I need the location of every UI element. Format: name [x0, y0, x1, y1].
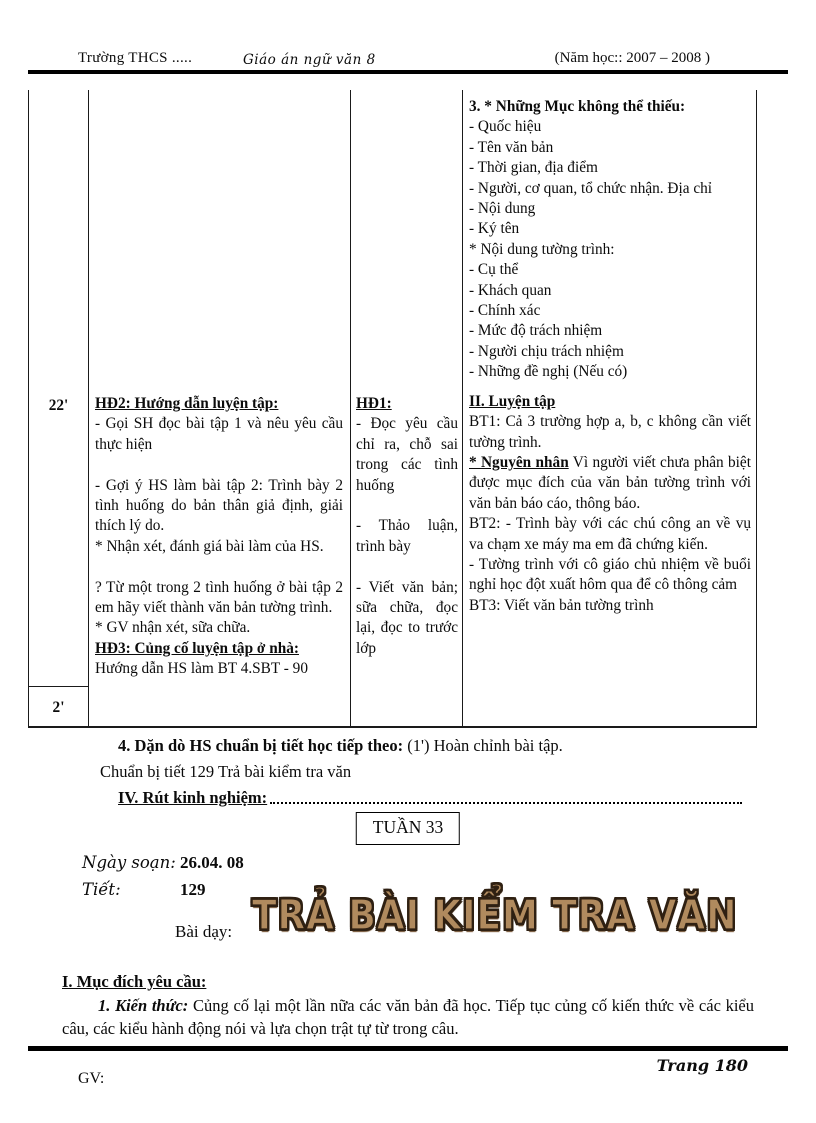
- muc-dich-heading: I. Mục đích yêu cầu:: [62, 972, 207, 991]
- content-item: - Quốc hiệu: [469, 118, 542, 136]
- content-item: - Người chịu trách nhiệm: [469, 342, 624, 360]
- content-item: - Chính xác: [469, 302, 541, 320]
- hs-paragraph: - Thảo luận, trình bày: [356, 517, 458, 555]
- school-name: Trường THCS .....: [78, 50, 193, 66]
- dotted-leader: [270, 790, 742, 804]
- content-item: - Khách quan: [469, 281, 552, 299]
- student-activities-column: [350, 90, 462, 726]
- rut-kinh-nghiem-label: IV. Rút kinh nghiệm:: [118, 788, 268, 807]
- content-item: - Những đề nghị (Nếu có): [469, 363, 628, 381]
- ngay-soan-value: 26.04. 08: [180, 853, 244, 872]
- dan-do-line: [118, 736, 563, 756]
- content-subheading: * Nội dung tường trình:: [469, 240, 615, 258]
- gv-paragraph: * GV nhận xét, sữa chữa.: [95, 619, 251, 637]
- content-item: - Mức độ trách nhiệm: [469, 322, 603, 340]
- tiet-value: 129: [180, 880, 206, 899]
- bt3-paragraph: BT3: Viết văn bản tường trình: [469, 596, 654, 614]
- bt2b-paragraph: - Tường trình với cô giáo chủ nhiệm về buổi nghỉ học đột xuất hôm qua để cô thông cảm: [469, 555, 751, 594]
- hd3-heading: HĐ3: Củng cố luyện tập ở nhà:: [95, 639, 299, 657]
- chuan-bi-line: Chuẩn bị tiết 129 Trả bài kiểm tra văn: [100, 762, 352, 781]
- gv-paragraph: - Gợi ý HS làm bài tập 2: Trình bày 2 tình huống do bản thân giả định, giải thích lý do.: [95, 476, 343, 535]
- content-heading: 3. * Những Mục không thể thiếu:: [469, 98, 686, 115]
- gv-label: GV:: [78, 1070, 105, 1087]
- content-item: - Người, cơ quan, tổ chức nhận. Địa chỉ: [469, 179, 713, 197]
- wordart-title: TRẢ BÀI KIỂM TRA VĂN: [252, 891, 738, 939]
- week-box: TUẦN 33: [356, 812, 460, 845]
- content-item: - Ký tên: [469, 220, 520, 238]
- cause-label: * Nguyên nhân: [469, 453, 569, 471]
- header-rule: [28, 70, 788, 74]
- footer-rule: [28, 1046, 788, 1051]
- bt1-paragraph: BT1: Cả 3 trường hợp a, b, c không cần viết tường trình.: [469, 413, 751, 451]
- lesson-plan-table: [28, 90, 757, 728]
- gv-paragraph: * Nhận xét, đánh giá bài làm của HS.: [95, 537, 324, 555]
- time-value-2: 2': [52, 699, 65, 716]
- gv-paragraph: - Gọi SH đọc bài tập 1 và nêu yêu cầu thực hiện: [95, 415, 343, 453]
- cause-text: Vì người viết chưa phân biệt được mục đích của văn bản tường trình với văn bản báo cáo, thông báo.: [469, 453, 751, 512]
- time-column: [28, 90, 88, 726]
- school-year: (Năm học:: 2007 – 2008 ): [554, 50, 710, 66]
- kien-thuc-paragraph: [62, 994, 754, 1040]
- content-item: - Cụ thể: [469, 261, 519, 279]
- document-title: Giáo án ngữ văn 8: [243, 52, 376, 68]
- rut-kinh-nghiem-line: [118, 788, 742, 808]
- bt2-paragraph: BT2: - Trình bày với các chú công an về vụ va chạm xe máy ma em đã chứng kiến.: [469, 515, 751, 553]
- content-item: - Nội dung: [469, 200, 536, 218]
- gv-paragraph: ? Từ một trong 2 tình huống ở bài tập 2 em hãy viết thành văn bản tường trình.: [95, 578, 343, 617]
- time-row-divider: [29, 686, 88, 687]
- lesson-content-column: [462, 90, 757, 726]
- tiet-label: Tiết:: [82, 880, 121, 899]
- ngay-soan-label: Ngày soạn:: [82, 853, 176, 872]
- luyen-tap-heading: II. Luyện tập: [469, 392, 556, 410]
- hd2-heading: HĐ2: Hướng dẫn luyện tập:: [95, 395, 279, 412]
- gv-paragraph: Hướng dẫn HS làm BT 4.SBT - 90: [95, 660, 308, 678]
- bai-day-label: Bài dạy:: [175, 922, 233, 941]
- hd1-heading: HĐ1:: [356, 395, 392, 412]
- page-number: Trang 180: [656, 1056, 748, 1075]
- teacher-activities-column: [88, 90, 350, 726]
- kien-thuc-text: Củng cố lại một lần nữa các văn bản đã học. Tiếp tục củng cố kiến thức về các kiểu câu, các kiểu hành động nói và lựa chọn trật tự từ trong câu.: [62, 996, 754, 1038]
- hs-paragraph: - Đọc yêu cầu chỉ ra, chỗ sai trong các tình huống: [356, 415, 458, 494]
- time-value-22: 22': [48, 397, 69, 414]
- hs-paragraph: - Viết văn bản; sữa chữa, đọc lại, đọc to trước lớp: [356, 578, 458, 657]
- content-item: - Thời gian, địa điểm: [469, 159, 598, 177]
- cause-paragraph: [469, 453, 751, 514]
- kien-thuc-label: 1. Kiến thức:: [98, 996, 189, 1015]
- dan-do-label: 4. Dặn dò HS chuẩn bị tiết học tiếp theo:: [118, 736, 404, 755]
- content-item: - Tên văn bản: [469, 138, 554, 156]
- dan-do-rest: (1') Hoàn chỉnh bài tập.: [407, 736, 563, 755]
